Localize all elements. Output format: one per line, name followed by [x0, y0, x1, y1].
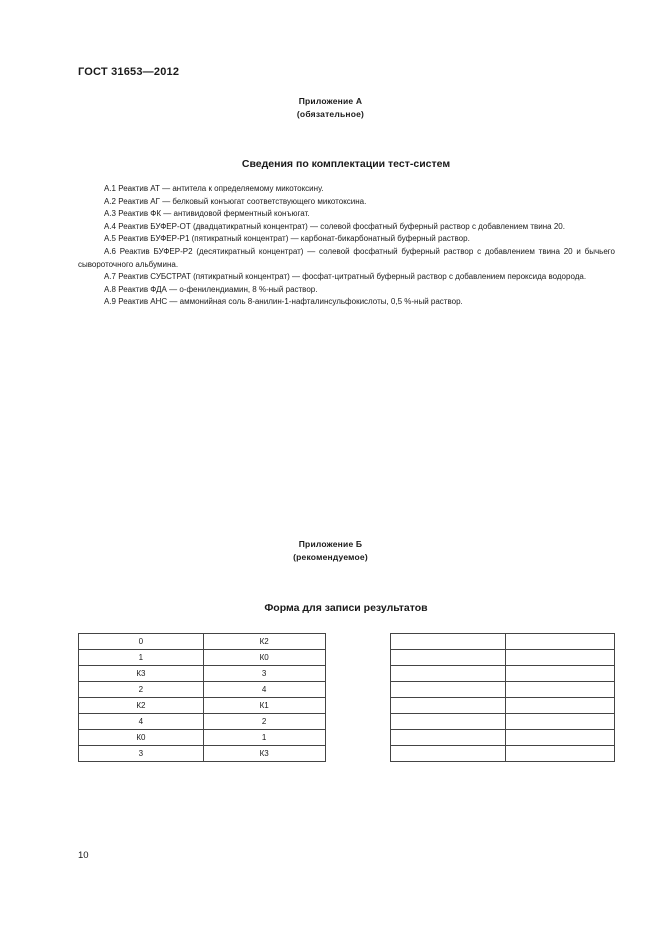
- list-item: А.5 Реактив БУФЕР-Р1 (пятикратный концентрат) — карбонат-бикарбонатный буферный раствор.: [104, 234, 470, 244]
- list-item: А.4 Реактив БУФЕР-ОТ (двадцатикратный концентрат) — солевой фосфатный буферный раствор с добавлением твина 20.: [104, 221, 565, 231]
- table-cell: 4: [79, 714, 204, 730]
- table-row: [79, 634, 615, 650]
- table-cell: К2: [203, 634, 325, 650]
- list-item: А.6 Реактив БУФЕР-Р2 (десятикратный концентрат) — солевой фосфатный буферный раствор с добавлением твина 20 и бычьего сывороточного альбумина.: [78, 246, 615, 269]
- reagent-list: [78, 183, 615, 309]
- appendix-b-heading: Форма для записи результатов: [264, 602, 428, 614]
- table-cell: 1: [203, 730, 325, 746]
- table-cell[interactable]: [391, 730, 506, 746]
- table-row: [79, 682, 615, 698]
- table-cell: 2: [203, 714, 325, 730]
- list-item: А.2 Реактив АГ — белковый конъюгат соответствующего микотоксина.: [104, 196, 367, 206]
- table-cell[interactable]: [506, 634, 615, 650]
- table-cell[interactable]: [391, 698, 506, 714]
- appendix-a-header: [0, 95, 661, 121]
- appendix-a-title: Приложение А: [298, 96, 363, 106]
- page-number: 10: [78, 850, 89, 861]
- table-row: [79, 714, 615, 730]
- table-cell[interactable]: [506, 698, 615, 714]
- table-cell: 4: [203, 682, 325, 698]
- table-cell: К3: [79, 666, 204, 682]
- appendix-b-title: Приложение Б: [298, 539, 363, 549]
- table-cell[interactable]: [506, 714, 615, 730]
- table-cell[interactable]: [391, 682, 506, 698]
- table-row: [79, 746, 615, 762]
- table-cell: К3: [203, 746, 325, 762]
- table-cell[interactable]: [391, 666, 506, 682]
- table-cell[interactable]: [391, 650, 506, 666]
- list-item: А.8 Реактив ФДА — о-фенилендиамин, 8 %-ный раствор.: [104, 284, 318, 294]
- table-cell[interactable]: [391, 714, 506, 730]
- appendix-b-status: (рекомендуемое): [293, 552, 368, 562]
- table-cell[interactable]: [506, 682, 615, 698]
- table-gap-cell: [325, 714, 391, 730]
- document-code: ГОСТ 31653—2012: [78, 66, 180, 78]
- list-item: А.9 Реактив АНС — аммонийная соль 8-анилин-1-нафталинсульфокислоты, 0,5 %-ный раствор.: [104, 297, 463, 307]
- table-gap-cell: [325, 634, 391, 650]
- table-cell: 3: [79, 746, 204, 762]
- table-cell: К0: [79, 730, 204, 746]
- table-gap-cell: [325, 682, 391, 698]
- list-item: А.1 Реактив АТ — антитела к определяемому микотоксину.: [104, 184, 324, 193]
- table-row: [79, 698, 615, 714]
- table-cell: 0: [79, 634, 204, 650]
- table-gap-cell: [325, 650, 391, 666]
- table-gap-cell: [325, 698, 391, 714]
- list-item: А.3 Реактив ФК — антивидовой ферментный конъюгат.: [104, 209, 310, 219]
- table-cell[interactable]: [391, 746, 506, 762]
- appendix-b-header: [0, 538, 661, 564]
- table-cell: К1: [203, 698, 325, 714]
- appendix-a-status: (обязательное): [296, 109, 365, 119]
- table-cell[interactable]: [506, 650, 615, 666]
- table-cell: К2: [79, 698, 204, 714]
- table-row: [79, 730, 615, 746]
- results-table: [78, 633, 615, 762]
- table-cell[interactable]: [506, 730, 615, 746]
- table-cell: 2: [79, 682, 204, 698]
- table-gap-cell: [325, 746, 391, 762]
- appendix-a-heading: Сведения по комплектации тест-систем: [241, 158, 451, 170]
- table-cell[interactable]: [506, 666, 615, 682]
- list-item: А.7 Реактив СУБСТРАТ (пятикратный концентрат) — фосфат-цитратный буферный раствор с добавлением пероксида водорода.: [104, 272, 587, 282]
- table-cell: 1: [79, 650, 204, 666]
- table-cell: 3: [203, 666, 325, 682]
- table-gap-cell: [325, 730, 391, 746]
- table-row: [79, 650, 615, 666]
- table-cell[interactable]: [506, 746, 615, 762]
- table-row: [79, 666, 615, 682]
- table-cell[interactable]: [391, 634, 506, 650]
- table-cell: К0: [203, 650, 325, 666]
- table-gap-cell: [325, 666, 391, 682]
- results-table-body: [79, 634, 615, 762]
